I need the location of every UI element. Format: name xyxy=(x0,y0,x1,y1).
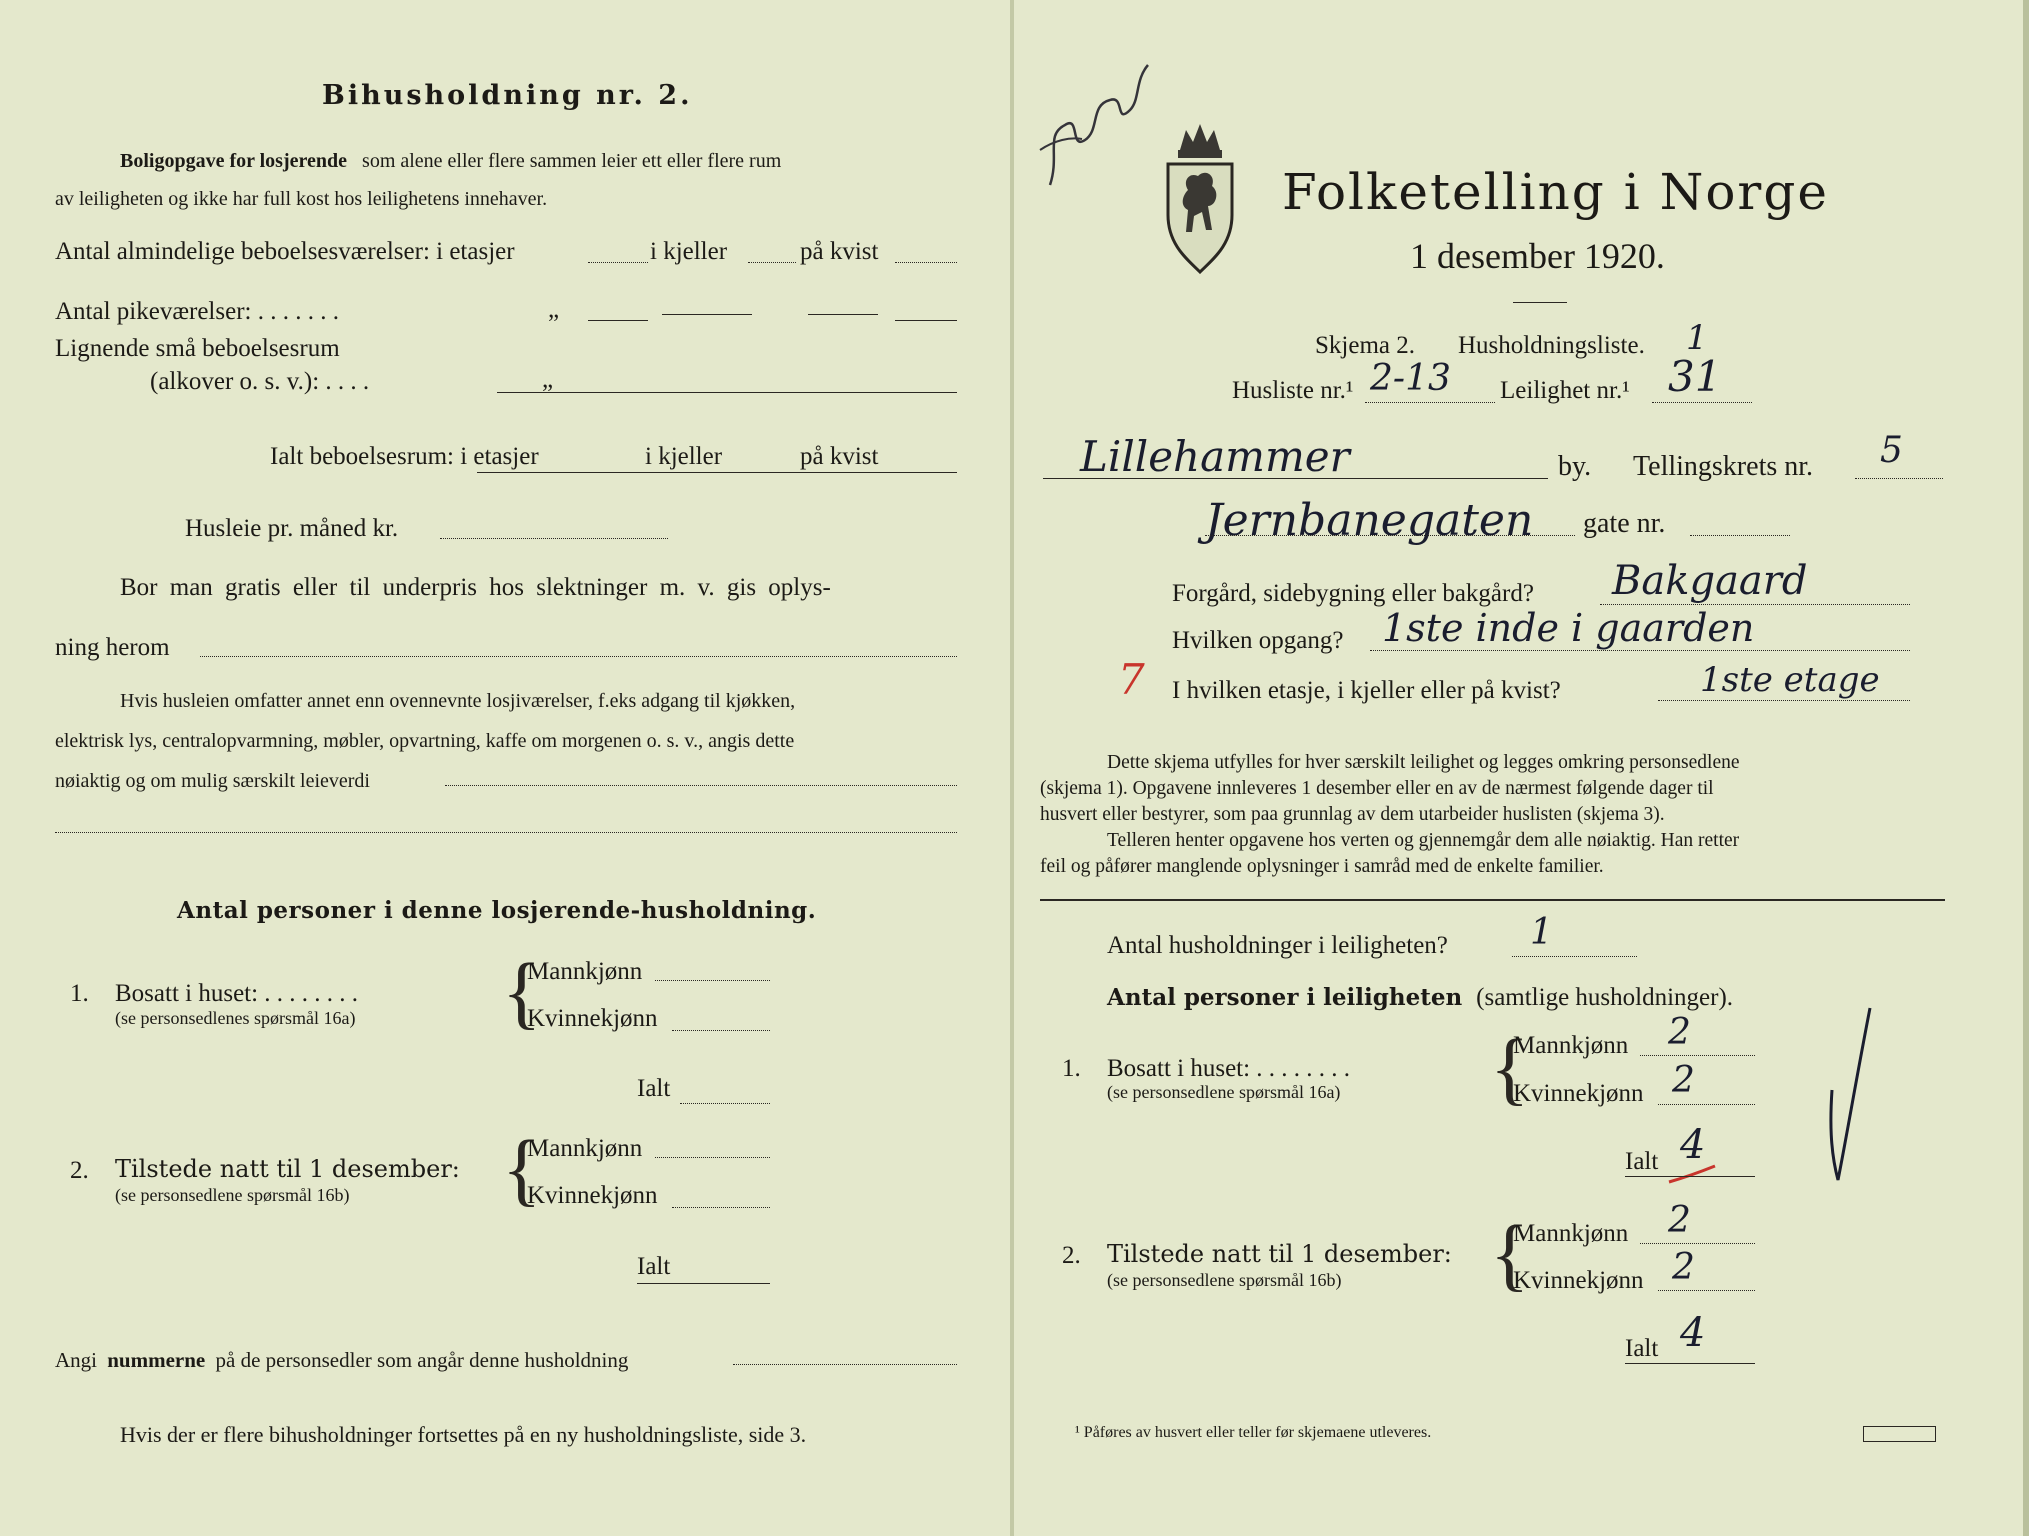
forgaard-label: Forgård, sidebygning eller bakgård? xyxy=(1172,580,1534,607)
left-q1-ialt-field[interactable] xyxy=(680,1103,770,1104)
left-q1-mann-label: Mannkjønn xyxy=(527,958,643,985)
husliste-label: Husliste nr.¹ xyxy=(1232,377,1354,404)
tellingskrets-label: Tellingskrets nr. xyxy=(1633,451,1814,482)
left-q1-kvinne-field[interactable] xyxy=(672,1030,770,1031)
angi-pre: Angi xyxy=(55,1348,97,1372)
right-q1-mann-handwritten: 2 xyxy=(1668,1012,1691,1053)
pike-label: Antal pikeværelser: . . . . . . . xyxy=(55,298,339,325)
opgang-label: Hvilken opgang? xyxy=(1172,627,1344,654)
forgaard-handwritten: Bakgaard xyxy=(1612,558,1808,604)
info-line1: Dette skjema utfylles for hver særskilt leilighet og legges omkring personsedlene xyxy=(1107,752,1740,773)
right-title: Folketelling i Norge xyxy=(1282,163,1829,221)
right-q2-ialt-field[interactable] xyxy=(1625,1363,1755,1364)
leilighet-field[interactable] xyxy=(1652,402,1752,403)
left-title: Bihusholdning nr. 2. xyxy=(322,80,693,111)
left-intro-bold: Boligopgave for losjerende xyxy=(120,150,348,172)
right-q2-sub: (se personsedlene spørsmål 16b) xyxy=(1107,1270,1342,1290)
skjema-label: Skjema 2. xyxy=(1315,332,1415,359)
etasje-field[interactable] xyxy=(1658,700,1910,701)
right-q2-ialt-handwritten: 4 xyxy=(1680,1310,1706,1356)
right-q1-kvinne-handwritten: 2 xyxy=(1672,1060,1695,1101)
etasje-label: I hvilken etasje, i kjeller eller på kvist? xyxy=(1172,677,1561,704)
alkover-ditto-mark: „ xyxy=(542,366,554,393)
hvis-line2: elektrisk lys, centralopvarmning, møbler, opvartning, kaffe om morgenen o. s. v., angis dette xyxy=(55,730,795,752)
etasje-handwritten: 1ste etage xyxy=(1700,660,1880,700)
left-q1-brace: { xyxy=(502,946,542,1037)
margin-signature-scribble xyxy=(1030,55,1160,195)
gate-label: gate nr. xyxy=(1583,508,1666,539)
rooms-kjeller-field[interactable] xyxy=(748,262,796,263)
page-edge xyxy=(2023,0,2029,1536)
right-q1-mann-field[interactable] xyxy=(1640,1055,1755,1056)
pike-kjeller-field[interactable] xyxy=(662,314,752,315)
right-q1-kvinne-field[interactable] xyxy=(1658,1104,1755,1105)
right-persons-rest: (samtlige husholdninger). xyxy=(1476,984,1734,1011)
right-q1-ialt-label: Ialt xyxy=(1625,1148,1659,1175)
angi-rest: på de personsedler som angår denne husholdning xyxy=(215,1348,629,1372)
pike-ditto-mark: „ xyxy=(548,296,560,323)
left-intro-line1 xyxy=(120,150,781,173)
left-footer: Hvis der er flere bihusholdninger fortsettes på en ny husholdningsliste, side 3. xyxy=(120,1422,807,1447)
right-q1-kvinne-label: Kvinnekjønn xyxy=(1513,1080,1644,1107)
right-q2-mann-handwritten: 2 xyxy=(1668,1200,1691,1241)
pike-etasjer-field[interactable] xyxy=(588,320,648,321)
city-handwritten: Lillehammer xyxy=(1080,432,1350,481)
tellingskrets-handwritten: 5 xyxy=(1880,430,1903,471)
rooms-kjeller-label: i kjeller xyxy=(650,238,728,265)
right-q2-kvinne-handwritten: 2 xyxy=(1672,1247,1695,1288)
leilighet-handwritten: 31 xyxy=(1668,352,1722,401)
red-underline-mark xyxy=(1665,1160,1725,1190)
left-q1-mann-field[interactable] xyxy=(655,980,770,981)
left-q2-ialt-field[interactable] xyxy=(637,1283,770,1284)
left-q2-brace: { xyxy=(502,1123,542,1214)
leieverdi-field-2[interactable] xyxy=(55,832,957,833)
left-q1-sub: (se personsedlenes spørsmål 16a) xyxy=(115,1008,356,1028)
left-q2-num: 2. xyxy=(70,1157,89,1184)
left-q2-kvinne-label: Kvinnekjønn xyxy=(527,1182,658,1209)
alkover-label: (alkover o. s. v.): . . . . xyxy=(150,368,370,395)
gate-nr-field[interactable] xyxy=(1690,535,1790,536)
left-q1-num: 1. xyxy=(70,980,89,1007)
right-persons-bold: Antal personer i leiligheten xyxy=(1107,984,1463,1011)
husliste-handwritten: 2-13 xyxy=(1370,358,1451,399)
husholdninger-label: Antal husholdninger i leiligheten? xyxy=(1107,932,1448,959)
left-q2-label: Tilstede natt til 1 desember: xyxy=(115,1155,460,1183)
right-date: 1 desember 1920. xyxy=(1410,236,1665,276)
angi-bold: nummerne xyxy=(107,1348,206,1372)
info-line2: (skjema 1). Opgavene innleveres 1 desember eller en av de nærmest følgende dager til xyxy=(1040,778,1714,799)
husholdninger-field[interactable] xyxy=(1512,956,1637,957)
right-q2-ialt-label: Ialt xyxy=(1625,1335,1659,1362)
right-q2-num: 2. xyxy=(1062,1242,1081,1269)
rooms-etasjer-field[interactable] xyxy=(588,262,648,263)
right-persons-heading xyxy=(1107,982,1733,1012)
leieverdi-field[interactable] xyxy=(445,785,957,786)
right-q2-brace: { xyxy=(1490,1208,1530,1299)
husliste-field[interactable] xyxy=(1365,402,1495,403)
opgang-handwritten: 1ste inde i gaarden xyxy=(1382,606,1755,650)
red-check-mark: 7 xyxy=(1118,655,1145,704)
husleie-label: Husleie pr. måned kr. xyxy=(185,515,399,542)
left-q2-mann-label: Mannkjønn xyxy=(527,1135,643,1162)
title-rule xyxy=(1513,302,1567,303)
page-fold xyxy=(1010,0,1014,1536)
rooms-kvist-label: på kvist xyxy=(800,238,879,265)
left-q2-ialt-label: Ialt xyxy=(637,1253,671,1280)
left-q1-kvinne-label: Kvinnekjønn xyxy=(527,1005,658,1032)
right-q2-label: Tilstede natt til 1 desember: xyxy=(1107,1240,1452,1268)
info-line3: husvert eller bestyrer, som paa grunnlag av dem utarbeider huslisten (skjema 3). xyxy=(1040,804,1665,825)
left-intro-line2: av leiligheten og ikke har full kost hos leilighetens innehaver. xyxy=(55,188,548,210)
hvis-line3: nøiaktig og om mulig særskilt leieverdi xyxy=(55,770,370,792)
lignende-label: Lignende små beboelsesrum xyxy=(55,335,340,362)
rooms-kvist-field[interactable] xyxy=(895,262,957,263)
right-q1-mann-label: Mannkjønn xyxy=(1513,1032,1629,1059)
right-q1-ialt-handwritten: 4 xyxy=(1680,1122,1706,1168)
bor-line1: Bor man gratis eller til underpris hos slektninger m. v. gis oplys- xyxy=(120,574,831,601)
right-q2-mann-field[interactable] xyxy=(1640,1243,1755,1244)
check-mark-icon xyxy=(1820,1000,1880,1190)
info-line4: Telleren henter opgavene hos verten og gjennemgår dem alle nøiaktig. Han retter xyxy=(1107,830,1740,851)
left-persons-heading: Antal personer i denne losjerende-husholdning. xyxy=(177,897,817,924)
by-label: by. xyxy=(1558,451,1592,482)
right-q1-ialt-field[interactable] xyxy=(1625,1176,1755,1177)
left-q2-kvinne-field[interactable] xyxy=(672,1207,770,1208)
ialt-rooms-underline xyxy=(477,472,957,473)
ialt-kvist-label: på kvist xyxy=(800,443,879,470)
pike-kvist-field[interactable] xyxy=(808,314,878,315)
leilighet-label: Leilighet nr.¹ xyxy=(1500,377,1630,404)
left-q2-sub: (se personsedlene spørsmål 16b) xyxy=(115,1185,350,1205)
husholdninger-handwritten: 1 xyxy=(1530,912,1553,953)
bor-line2: ning herom xyxy=(55,634,170,661)
left-q2-mann-field[interactable] xyxy=(655,1157,770,1158)
rooms-label: Antal almindelige beboelsesværelser: i etasjer xyxy=(55,238,515,265)
gate-handwritten: Jernbanegaten xyxy=(1205,495,1534,546)
pike-extra-field[interactable] xyxy=(895,320,957,321)
angi-field[interactable] xyxy=(733,1364,957,1365)
right-q1-label: Bosatt i huset: . . . . . . . . xyxy=(1107,1055,1351,1082)
bor-field[interactable] xyxy=(200,656,957,657)
forgaard-field[interactable] xyxy=(1600,604,1910,605)
info-rule xyxy=(1040,899,1945,901)
tellingskrets-field[interactable] xyxy=(1855,478,1943,479)
right-q2-kvinne-label: Kvinnekjønn xyxy=(1513,1267,1644,1294)
left-intro-rest: som alene eller flere sammen leier ett eller flere rum xyxy=(362,150,782,172)
husholdningsliste-handwritten: 1 xyxy=(1686,318,1708,358)
left-q1-ialt-label: Ialt xyxy=(637,1075,671,1102)
hvis-line1: Hvis husleien omfatter annet enn ovennevnte losjiværelser, f.eks adgang til kjøkken, xyxy=(120,690,796,712)
city-field[interactable] xyxy=(1043,478,1548,479)
info-line5: feil og påfører manglende oplysninger i samråd med de enkelte familier. xyxy=(1040,856,1604,877)
ialt-kjeller-label: i kjeller xyxy=(645,443,723,470)
husleie-field[interactable] xyxy=(440,538,668,539)
right-footnote: ¹ Påføres av husvert eller teller før skjemaene utleveres. xyxy=(1075,1424,1432,1441)
left-q1-label: Bosatt i huset: . . . . . . . . xyxy=(115,980,359,1007)
opgang-field[interactable] xyxy=(1370,650,1910,651)
right-q1-num: 1. xyxy=(1062,1055,1081,1082)
angi-line xyxy=(55,1348,628,1373)
husholdningsliste-label: Husholdningsliste. xyxy=(1458,332,1645,359)
gate-field[interactable] xyxy=(1205,535,1575,536)
right-q1-sub: (se personsedlene spørsmål 16a) xyxy=(1107,1082,1341,1102)
alkover-etasjer-field[interactable] xyxy=(497,392,957,393)
right-q1-brace: { xyxy=(1490,1022,1530,1113)
ialt-rooms-label: Ialt beboelsesrum: i etasjer xyxy=(270,443,539,470)
right-q2-mann-label: Mannkjønn xyxy=(1513,1220,1629,1247)
right-q2-kvinne-field[interactable] xyxy=(1658,1290,1755,1291)
norway-coat-of-arms-icon xyxy=(1160,120,1240,275)
printer-stamp xyxy=(1863,1426,1936,1442)
